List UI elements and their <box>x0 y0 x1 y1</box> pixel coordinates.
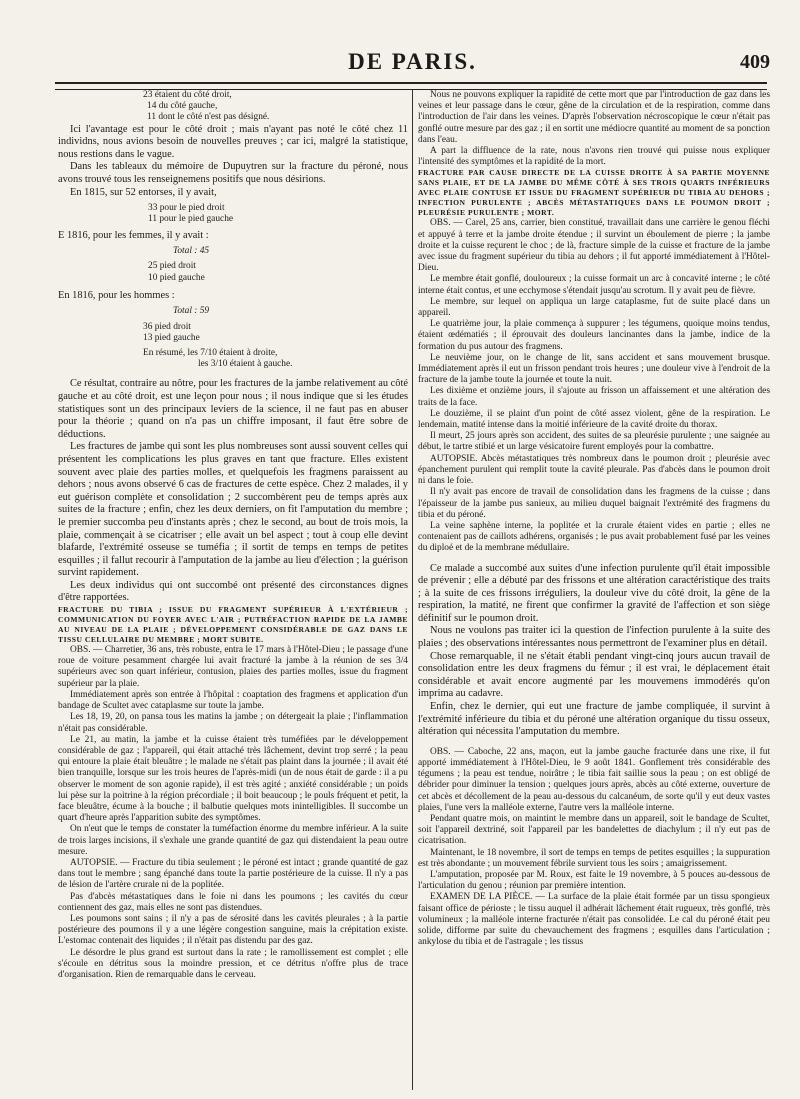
stat-line: 10 pied gauche <box>148 272 205 283</box>
paragraph: En 1816, pour les hommes : <box>58 289 175 301</box>
page-header <box>55 45 770 79</box>
paragraph: La veine saphène interne, la poplitée et la crurale étaient vides en partie ; elles ne contenaient pas de caillots adhérens, organisés ; le pus avait probablement fusé par les veines du diploé et de la membrane médullaire. <box>418 520 770 554</box>
paragraph: Nous ne pouvons expliquer la rapidité de cette mort que par l'introduction de gaz dans les veines et leur passage dans le cœur, gêne de la circulation et de la respiration, comme dans l'introduction de l'air dans les veines. D'après l'observation nécroscopique le cœur n'était pas gonflé outre mesure par des gaz ; il en sortit une médiocre quantité au moment de sa ponction dans l'eau. <box>418 90 770 145</box>
stats-block <box>58 203 408 225</box>
left-column <box>58 90 408 1085</box>
section-heading: FRACTURE DU TIBIA ; ISSUE DU FRAGMENT SUPÉRIEUR À L'EXTÉRIEUR ; COMMUNICATION DU FOYER AVEC L'AIR ; PUTRÉFACTION RAPIDE DE LA JAMBE AU NIVEAU DE LA PLAIE ; DÉVELOPPEMENT CONSIDÉRABLE DE GAZ DANS LE TISSU CELLULAIRE DU MEMBRE ; MORT SUBITE. <box>58 605 408 645</box>
paragraph: Le quatrième jour, la plaie commença à suppurer ; les tégumens, quoique moins tendus, étaient œdématiés ; il éprouvait des douleurs lancinantes dans la jambe, indice de la formation du pus autour des fragmens. <box>418 319 770 352</box>
header-rule <box>55 82 767 90</box>
stats-block <box>58 90 408 124</box>
paragraph: Les dixième et onzième jours, il s'ajoute au frisson un affaissement et une altération des traits de la face. <box>418 386 770 408</box>
column-divider <box>412 90 413 1090</box>
stats-block <box>58 261 408 283</box>
paragraph: Les fractures de jambe qui sont les plus nombreuses sont aussi souvent celles qui présentent les complications les plus graves en tant que fracture. Elles existent souvent avec plaie des parties molles, et quelquefois les fragmens paraissent au dehors ; nous avons observé 6 cas de fractures de cette espèce. Chez 2 malades, il y eut guérison complète et consolidation ; 2 succombèrent peu de temps après aux suites de la fracture ; enfin, chez les deux derniers, on fit l'amputation du membre ; le premier succomba peu d'instants après ; chez le second, au bout de trois mois, la plaie, commençait à se cicatriser ; elle avait un bel aspect ; tout à coup elle devint blafarde, l'extrémité osseuse se tuméfia ; il sortit de temps en temps de petites esquilles ; il fallut recourir à l'amputation de la jambe au lieu d'élection ; la guérison survint rapidement. <box>58 441 408 579</box>
stats-block <box>58 322 408 344</box>
right-column <box>418 90 770 1085</box>
paragraph: Nous ne voulons pas traiter ici la question de l'infection purulente à la suite des plaies ; des observations intéressantes nous permettront de l'examiner plus en détail. <box>418 625 770 650</box>
paragraph: Ce résultat, contraire au nôtre, pour les fractures de la jambe relativement au côté gauche et au côté droit, est une leçon pour nous ; il nous indique que si les études statistiques sont un des principaux leviers de la science, il ne faut pas en abuser pour la théorie ; quand on n'a pas un chiffre imposant, il faut être sobre de déductions. <box>58 378 408 440</box>
section-heading: FRACTURE PAR CAUSE DIRECTE DE LA CUISSE DROITE À SA PARTIE MOYENNE SANS PLAIE, ET DE LA JAMBE DU MÊME CÔTÉ À SES TROIS QUARTS INFÉRIEURS AVEC PLAIE CONTUSE ET ISSUE DU FRAGMENT SUPÉRIEUR DU TIBIA AU DEHORS ; INFECTION PURULENTE ; ABCÈS MÉTASTATIQUES DANS LE POUMON DROIT ; PLEURÉSIE PURULENTE ; MORT. <box>418 168 770 218</box>
stat-line: 33 pour le pied droit <box>148 203 225 214</box>
stat-line: 14 du côté gauche, <box>147 101 218 112</box>
resume-line: les 3/10 étaient à gauche. <box>198 359 293 370</box>
paragraph: Le neuvième jour, on le change de lit, sans accident et sans mouvement brusque. Immédiatement après il eut un frisson pendant trois heures ; une douleur vive à l'endroit de la fracture de la jambe toute la journée et toute la nuit. <box>418 352 770 386</box>
stat-line: 25 pied droit <box>148 261 196 272</box>
stat-line: 11 dont le côté n'est pas désigné. <box>147 112 270 123</box>
spacer <box>418 739 770 747</box>
paragraph: On n'eut que le temps de constater la tuméfaction énorme du membre inférieur. A la suite de trois larges incisions, il s'exhale une grande quantité de gaz qui distendaient la peau outre mesure. <box>58 824 408 857</box>
autopsy-paragraph: AUTOPSIE. — Fracture du tibia seulement ; le péroné est intact ; grande quantité de gaz dans tout le membre ; sang épanché dans toute la partie postérieure de la cuisse. Il n'y a pas de lésion de l'artère crurale ni de la poplitée. <box>58 857 408 891</box>
stat-line: 36 pied droit <box>143 321 191 332</box>
paragraph: Ici l'avantage est pour le côté droit ; mais n'ayant pas noté le côté chez 11 individns, nous avions besoin de nouvelles preuves ; car ici, malgré la statistique, nous restions dans le vague. <box>58 123 408 160</box>
paragraph: Il meurt, 25 jours après son accident, des suites de sa pleurésie purulente ; une saignée au début, le tartre stibié et un large vésicatoire furent employés pour la combattre. <box>418 431 770 453</box>
paragraph: Pas d'abcès métastatiques dans le foie ni dans les poumons ; les cavités du cœur contiennent des gaz, mais elles ne sont pas distendues. <box>58 891 408 913</box>
paragraph: Les poumons sont sains ; il n'y a pas de sérosité dans les cavités pleurales ; à la partie postérieure des poumons il y a une légère congestion sanguine, mais la crépitation existe. L'estomac contenait des liquides ; il n'était pas distendu par des gaz. <box>58 913 408 947</box>
paragraph: En 1815, sur 52 entorses, il y avait, <box>70 186 217 198</box>
paragraph: Le douzième, il se plaint d'un point de côté assez violent, gêne de la respiration. Le lendemain, matité intense dans la moitié inférieure de la cavité droite du thorax. <box>418 408 770 431</box>
paragraph: Les 18, 19, 20, on pansa tous les matins la jambe ; on détergeait la plaie ; l'inflammation n'était pas considérable. <box>58 712 408 734</box>
paragraph: Chose remarquable, il ne s'était établi pendant vingt-cinq jours aucun travail de consolidation entre les deux fragmens du fémur ; il est vrai, le déplacement était considérable et avait encore augmenté par les mouvemens immodérés qu'on imprima au cadavre. <box>418 650 770 700</box>
total-line: Total : 59 <box>173 306 210 317</box>
resume-line: En résumé, les 7/10 étaient à droite, <box>143 347 278 358</box>
paragraph: A part la diffluence de la rate, nous n'avons rien trouvé qui puisse nous expliquer l'intensité des symptômes et la rapidité de la mort. <box>418 146 770 168</box>
paragraph: Pendant quatre mois, on maintint le membre dans un appareil, soit le bandage de Scultet, soit l'appareil dextriné, soit l'appareil par les bandelettes de diachylum ; il n'y eut pas de cicatrisation. <box>418 814 770 847</box>
paragraph: Dans les tableaux du mémoire de Dupuytren sur la fracture du péroné, nous avons trouvé tous les renseignemens positifs que nous désirions. <box>58 161 408 185</box>
spacer <box>418 555 770 563</box>
paragraph: Enfin, chez le dernier, qui eut une fracture de jambe compliquée, il survint à l'extrémité inférieure du tibia et du péroné une altération organique du tissu osseux, altération qui nécessita l'amputation du membre. <box>418 701 770 738</box>
observation: OBS. — Carel, 25 ans, carrier, bien constitué, travaillait dans une carrière le genou fléchi et appuyé à terre et la jambe droite étendue ; il survint un éboulement de pierre ; la jambe droite et la cuisse reçurent le choc ; de là, fracture simple de la cuisse et fracture de la jambe avec issue du fragment supérieur du tibia au dehors ; il fut apporté immédiatement à l'Hôtel-Dieu. <box>418 218 770 274</box>
paragraph: E 1816, pour les femmes, il y avait : <box>58 229 209 241</box>
paragraph: Il n'y avait pas encore de travail de consolidation dans les fragmens de la cuisse ; dans l'épaisseur de la jambe pus sanieux, au milieu duquel baignait l'extrémité des fragmens du tibia et du péroné. <box>418 487 770 520</box>
stat-line: 13 pied gauche <box>143 332 200 343</box>
stat-line: 11 pour le pied gauche <box>148 214 234 225</box>
resume-block <box>58 348 408 370</box>
total-line: Total : 45 <box>173 246 210 257</box>
observation: OBS. — Caboche, 22 ans, maçon, eut la jambe gauche fracturée dans une rixe, il fut apporté immédiatement à l'Hôtel-Dieu, le 9 août 1841. Gonflement très considérable des tégumens ; la peau est tendue, noirâtre ; le tibia fait saillie sous la peau ; on est obligé de débrider pour diminuer la tension ; quelques jours après, abcès au côté externe, ouverture de cet abcès et décollement de la peau au-dessous du calcanéum, de sorte qu'il y eut deux vastes plaies, l'une vers la malléole externe, l'autre vers la malléole interne. <box>418 746 770 813</box>
paragraph: Le désordre le plus grand est surtout dans la rate ; le ramollissement est complet ; elle s'écoule en détritus sous la moindre pression, et ce détritus n'offre plus de trace d'organisation. Rien de remarquable dans le cerveau. <box>58 947 408 980</box>
paragraph: EXAMEN DE LA PIÈCE. — La surface de la plaie était formée par un tissu spongieux faisant office de périoste ; le tissu auquel il adhérait lâchement était rugueux, très gonflé, très volumineux ; la malléole interne fracturée n'était pas consolidée. Le cal du péroné était peu solide, difforme par suite du chevauchement des fragmens ; esquilles dans l'articulation ; ankylose du tibia et de l'astragale ; les tissus <box>418 892 770 948</box>
stat-line: 23 étaient du côté droit, <box>143 90 232 100</box>
paragraph: L'amputation, proposée par M. Roux, est faite le 19 novembre, à 5 pouces au-dessous de l'articulation du genou ; réunion par première intention. <box>418 870 770 892</box>
paragraph: Immédiatement après son entrée à l'hôpital : coaptation des fragmens et application d'un bandage de Scultet avec cataplasme sur toute la jambe. <box>58 689 408 712</box>
autopsy-paragraph: AUTOPSIE. Abcès métastatiques très nombreux dans le poumon droit ; pleurésie avec épanchement purulent qui remplit toute la cavité pleurale. Pas d'abcès dans le poumon droit ni dans le foie. <box>418 453 770 487</box>
paragraph: Maintenant, le 18 novembre, il sort de temps en temps de petites esquilles ; la suppuration est très abondante ; un mouvement fébrile survient tous les soirs ; amaigrissement. <box>418 847 770 869</box>
paragraph: Ce malade a succombé aux suites d'une infection purulente qu'il était impossible de prévenir ; elle a débuté par des frissons et une altération caractéristique des traits ; à la suite de ces frissons irréguliers, la douleur vive du côté droit, la gêne de la respiration, la matité, ne firent que confirmer la gravité de l'affection et son siège définitif sur le poumon droit. <box>418 562 770 624</box>
paragraph: Les deux individus qui ont succombé ont présenté des circonstances dignes d'être rapportées. <box>58 579 408 604</box>
paragraph: Le membre, sur lequel on appliqua un large cataplasme, fut de suite placé dans un appareil. <box>418 296 770 319</box>
paragraph: Le membre était gonflé, douloureux ; la cuisse formait un arc à concavité interne ; le côté interne était contus, et une ecchymose s'étendait jusqu'au scrotum. Il y avait peu de fièvre. <box>418 274 770 296</box>
page-title: DE PARIS. <box>348 49 477 74</box>
page-number: 409 <box>740 51 770 73</box>
observation: OBS. — Charretier, 36 ans, très robuste, entra le 17 mars à l'Hôtel-Dieu ; le passage d'une roue de voiture pesamment chargée lui avait fracturé la jambe à la réunion de ses 3/4 supérieurs avec son quart inférieur, contusion, plaies des parties molles, issue du fragment supérieur par la plaie. <box>58 645 408 689</box>
paragraph: Le 21, au matin, la jambe et la cuisse étaient très tuméfiées par le développement considérable de gaz ; l'appareil, qui était attaché très lâchement, devint trop serré ; la peau qui entoure la plaie était bleuâtre ; le malade ne s'était pas plaint dans la journée ; il avait été bien tranquille, lorsque sur les trois heures de l'après-midi (un de nous était de garde : il a pu observer le moment de son agonie rapide), il est très agité ; anxiété considérable ; un poids lui pèse sur la poitrine à la région précordiale ; il boit beaucoup ; le pouls fréquent et petit, la face bleuâtre, écume à la bouche ; il balbutie quelques mots inintelligibles. Il succombe un quart d'heure après l'apparition subite des symptômes. <box>58 734 408 824</box>
